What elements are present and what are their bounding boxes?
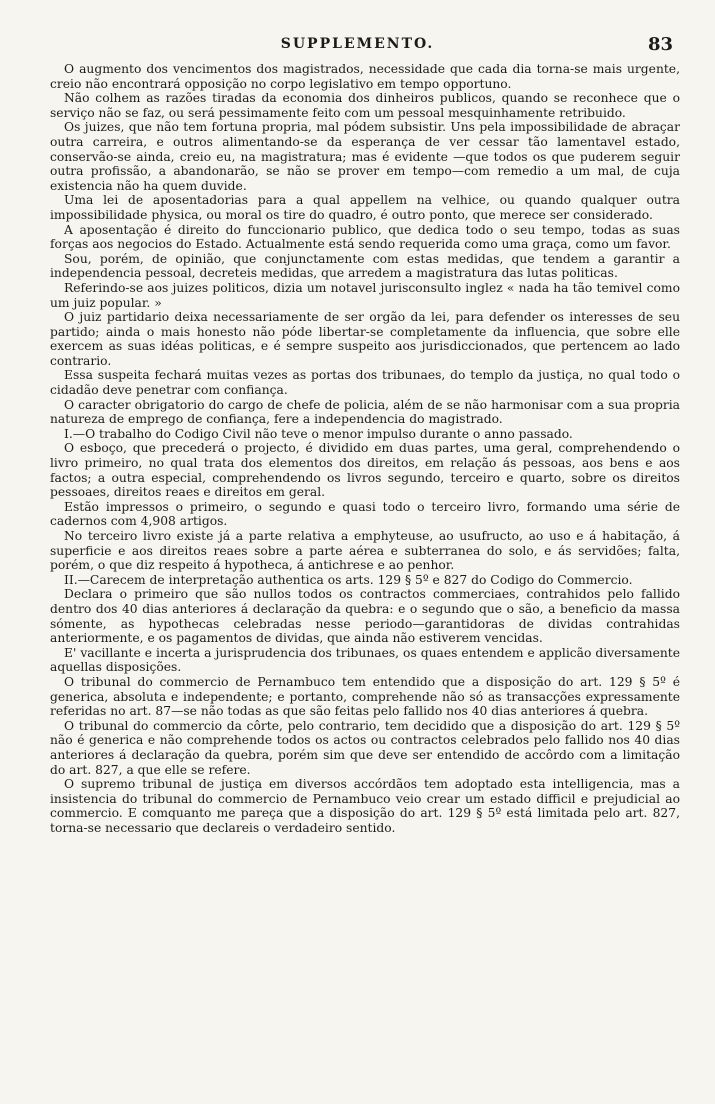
paragraph: Essa suspeita fechará muitas vezes as portas dos tribunaes, do templo da justiça, no qual todo o cidadão deve penetrar com confiança. bbox=[50, 368, 680, 398]
running-title: SUPPLEMENTO. bbox=[280, 36, 435, 52]
paragraph: Não colhem as razões tiradas da economia dos dinheiros publicos, quando se reconhece que o serviço não se faz, ou será pessimamente feito com um pessoal mesquinhamente retribuido. bbox=[50, 91, 680, 120]
paragraph: Estão impressos o primeiro, o segundo e quasi todo o terceiro livro, formando uma série de cadernos com 4,908 artigos. bbox=[50, 499, 680, 529]
paragraph: II.—Carecem de interpretação authentica os arts. 129 § 5º e 827 do Codigo do Commercio. bbox=[64, 572, 633, 587]
paragraph: Declara o primeiro que são nullos todos os contractos commerciaes, contrahidos pelo fallido dentro dos 40 dias anteriores á declaração da quebra: e o segundo que o são, a beneficio da massa sómente, as hypothecas celebradas nesse periodo—garantidoras de dividas contrahidas anteriormente, e os pagamentos de dividas, que ainda não estiverem vencidas. bbox=[50, 587, 680, 646]
paragraph: No terceiro livro existe já a parte relativa a emphyteuse, ao usufructo, ao uso e á habitação, á superficie e aos direitos reaes sobre a parte aérea e subterranea do solo, e ás servidões; falta, porém, o que diz respeito á hypotheca, á antichrese e ao penhor. bbox=[50, 529, 680, 573]
paragraph: A aposentação é direito do funccionario publico, que dedica todo o seu tempo, todas as suas forças aos negocios do Estado. Actualmente está sendo requerida como uma graça, como um favor. bbox=[50, 222, 680, 252]
paragraph: O augmento dos vencimentos dos magistrados, necessidade que cada dia torna-se mais urgente, creio não encontrará opposição no corpo legislativo em tempo opportuno. bbox=[50, 62, 680, 91]
paragraph: E' vacillante e incerta a jurisprudencia dos tribunaes, os quaes entendem e applicão diversamente aquellas disposições. bbox=[50, 645, 680, 675]
paragraph: O supremo tribunal de justiça em diversos accórdãos tem adoptado esta intelligencia, mas a insistencia do tribunal do commercio de Pernambuco veio crear um estado difficil e prejudicial ao commercio. E comquanto me pareça que a disposição do art. 129 § 5º está limitada pelo art. 827, torna-se necessario que declareis o verdadeiro sentido. bbox=[50, 777, 680, 835]
paragraph: O esboço, que precederá o projecto, é dividido em duas partes, uma geral, comprehendendo o livro primeiro, no qual trata dos elementos dos direitos, em relação ás pessoas, aos bens e aos factos; a outra especial, comprehendendo os livros segundo, terceiro e quarto, sobre os direitos pessoaes, direitos reaes e direitos em geral. bbox=[50, 441, 680, 500]
paragraph: O tribunal do commercio da côrte, pelo contrario, tem decidido que a disposição do art. 129 § 5º não é generica e não comprehende todos os actos ou contractos celebrados pelo fallido nos 40 dias anteriores á declaração da quebra, porém sim que deve ser entendido de accôrdo com a limitação do art. 827, a que elle se refere. bbox=[50, 718, 680, 777]
paragraph: Referindo-se aos juizes politicos, dizia um notavel jurisconsulto inglez « nada ha tão temivel como um juiz popular. » bbox=[50, 280, 680, 310]
paragraph: O caracter obrigatorio do cargo de chefe de policia, além de se não harmonisar com a sua propria natureza de emprego de confiança, fere a independencia do magistrado. bbox=[50, 397, 680, 427]
paragraph: Os juizes, que não tem fortuna propria, mal pódem subsistir. Uns pela impossibilidade de abraçar outra carreira, e outros alimentando-se da esperança de ver cessar tão lamentavel estado, conservão-se ainda, creio eu, na magistratura; mas é evidente —que todos os que puderem seguir outra profissão, a abandonarão, se não se prover em tempo—com remedio a um mal, de cuja existencia não ha quem duvide. bbox=[50, 120, 680, 193]
paragraph: O juiz partidario deixa necessariamente de ser orgão da lei, para defender os interesses de seu partido; ainda o mais honesto não póde libertar-se completamente da influencia, que sobre elle exercem as suas idéas politicas, e é sempre suspeito aos jurisdiccionados, que pertencem ao lado contrario. bbox=[50, 310, 680, 368]
page-header bbox=[0, 34, 715, 58]
paragraph: Uma lei de aposentadorias para a qual appellem na velhice, ou quando qualquer outra impossibilidade physica, ou moral os tire do quadro, é outro ponto, que merece ser considerado. bbox=[50, 193, 680, 222]
paragraph: I.—O trabalho do Codigo Civil não teve o menor impulso durante o anno passado. bbox=[64, 426, 573, 441]
paragraph: Sou, porém, de opinião, que conjunctamente com estas medidas, que tendem a garantir a independencia pessoal, decreteis medidas, que arredem a magistratura das lutas politicas. bbox=[50, 251, 680, 281]
page-number: 83 bbox=[647, 34, 673, 55]
body-text bbox=[50, 62, 680, 835]
paragraph: O tribunal do commercio de Pernambuco tem entendido que a disposição do art. 129 § 5º é generica, absoluta e independente; e portanto, comprehende não só as transacções expressamente referidas no art. 87—se não todas as que são feitas pelo fallido nos 40 dias anteriores á quebra. bbox=[50, 674, 680, 719]
